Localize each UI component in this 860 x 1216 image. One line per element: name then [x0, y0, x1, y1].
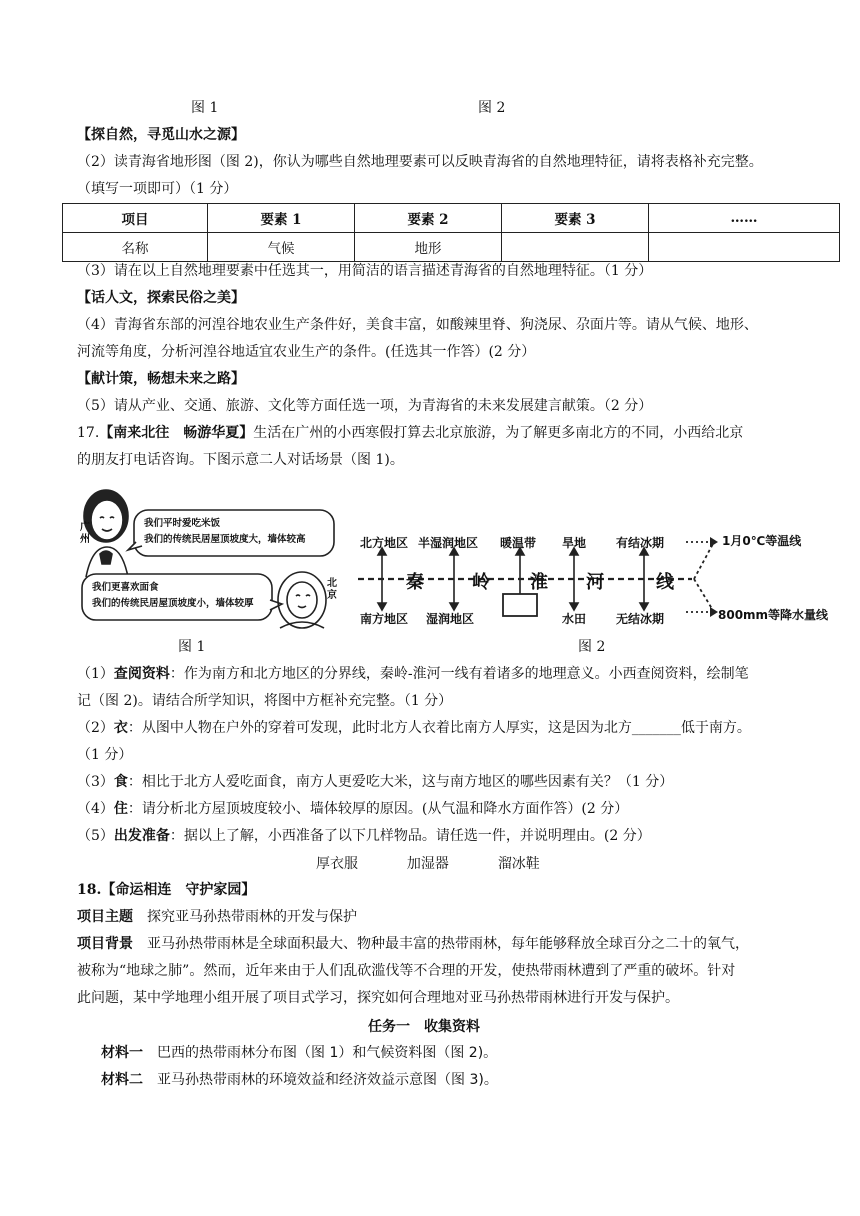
material-label: 材料一 [101, 1045, 143, 1061]
bubble-north-line1: 我们更喜欢面食 [92, 582, 159, 593]
place-label-beijing: 北京 [327, 578, 337, 601]
figure2-caption: 图 2 [578, 639, 606, 655]
line-char: 岭 [472, 572, 490, 593]
background-label: 项目背景 [77, 936, 133, 952]
q17-intro-b: 的朋友打电话咨询。下图示意二人对话场景（图 1)。 [77, 452, 404, 468]
part-label: 住 [113, 801, 128, 817]
label-freezing-period: 有结冰期 [616, 536, 665, 550]
label-no-freezing: 无结冰期 [616, 612, 665, 626]
line-char: 河 [586, 572, 604, 593]
label-humid-region: 湿润地区 [426, 612, 475, 626]
table-cell: 地形 [355, 233, 502, 262]
figure1-caption: 图 1 [178, 639, 206, 655]
part-text: ：相比于北方人爱吃面食，南方人更爱吃大米，这与南方地区的哪些因素有关？（1 分） [127, 774, 674, 790]
bubble-south-line2: 我们的传统民居屋顶坡度大，墙体较高 [144, 534, 306, 545]
part-text: ：作为南方和北方地区的分界线，秦岭-淮河一线有着诸多的地理意义。小西查阅资料，绘制笔 [169, 666, 749, 682]
table-cell-blank[interactable] [649, 233, 840, 262]
q16-part2-note: （填写一项即可）（1 分） [77, 181, 238, 197]
bubble-south-line1: 我们平时爱吃米饭 [144, 518, 221, 529]
answer-box[interactable] [503, 594, 537, 616]
qinling-huaihe-figure [352, 528, 829, 632]
item-skates: 溜冰鞋 [497, 856, 540, 872]
table-header-cell: 要素 3 [502, 204, 649, 233]
material2 [101, 1070, 820, 1090]
table-header-cell: …… [649, 204, 840, 233]
part-text: ：据以上了解，小西准备了以下几样物品。请任选一件，并说明理由。(2 分） [169, 828, 651, 844]
q16-part4-text-a: （4）青海省东部的河湟谷地农业生产条件好，美食丰富，如酸辣里脊、狗浇尿、尕面片等。请从气候、地形、 [77, 317, 758, 333]
q16-part3-text: （3）请在以上自然地理要素中任选其一，用简洁的语言描述青海省的自然地理特征。（1 分） [77, 263, 653, 279]
theme-label: 项目主题 [77, 909, 133, 925]
section-heading-culture: 【话人文，探索民俗之美】 [77, 290, 245, 306]
q17-part2-a [77, 718, 820, 738]
line-char: 淮 [530, 572, 548, 593]
q16-part2-text: （2）读青海省地形图（图 2)，你认为哪些自然地理要素可以反映青海省的自然地理特征，请将表格补充完整。 [77, 154, 763, 170]
q18-theme [77, 907, 820, 927]
table-cell-blank[interactable] [502, 233, 649, 262]
part-label: 查阅资料 [113, 666, 170, 682]
material-label: 材料二 [101, 1072, 143, 1088]
q17-part3 [77, 772, 820, 792]
place-label-guangzhou: 广州 [80, 522, 90, 545]
theme-text: 探究亚马孙热带雨林的开发与保护 [147, 909, 357, 925]
label-isotherm: 1月0℃等温线 [722, 534, 802, 548]
label-south-region: 南方地区 [360, 612, 409, 626]
part-number: （2） [77, 720, 114, 736]
part-number: （4） [77, 801, 114, 817]
part-label: 衣 [113, 720, 128, 736]
q18-background-a [77, 934, 820, 954]
part-number: （3） [77, 774, 114, 790]
label-isohyet: 800mm等降水量线 [718, 608, 829, 622]
q16-part4-text-b: 河流等角度，分析河湟谷地适宜农业生产的条件。(任选其一作答）(2 分） [77, 344, 536, 360]
table-header-cell: 要素 2 [355, 204, 502, 233]
q17-intro-a [77, 423, 820, 443]
q17-part1-b: 记（图 2)。请结合所学知识，将图中方框补充完整。（1 分） [77, 693, 453, 709]
line-char: 秦 [406, 572, 424, 593]
label-dryland: 旱地 [562, 536, 587, 550]
item-humidifier: 加湿器 [406, 856, 449, 872]
task1-heading: 任务一 收集资料 [368, 1019, 480, 1035]
q17-part2-b: （1 分） [77, 747, 133, 763]
material1 [101, 1043, 820, 1063]
material-text: 亚马孙热带雨林的环境效益和经济效益示意图（图 3)。 [157, 1072, 498, 1088]
background-text: 亚马孙热带雨林是全球面积最大、物种最丰富的热带雨林，每年能够释放全球百分之二十的氧气， [147, 936, 749, 952]
q17-part1-a [77, 664, 820, 684]
table-header-cell: 项目 [63, 204, 208, 233]
q16-part5-text: （5）请从产业、交通、旅游、文化等方面任选一项，为青海省的未来发展建言献策。（2 分） [77, 398, 653, 414]
q18-background-c: 此问题，某中学地理小组开展了项目式学习，探究如何合理地对亚马孙热带雨林进行开发与保护。 [77, 990, 679, 1006]
line-char: 线 [656, 572, 674, 593]
table-header-cell: 要素 1 [208, 204, 355, 233]
part-text: ：请分析北方屋顶坡度较小、墙体较厚的原因。(从气温和降水方面作答）(2 分） [127, 801, 629, 817]
part-number: （5） [77, 828, 114, 844]
q18-title: 【命运相连 守护家园】 [101, 882, 256, 898]
figure2-caption-top: 图 2 [478, 100, 506, 116]
label-north-region: 北方地区 [360, 536, 409, 550]
label-warm-temperate: 暖温带 [500, 536, 537, 550]
label-semihumid-region: 半湿润地区 [418, 536, 479, 550]
section-heading-nature: 【探自然，寻觅山水之源】 [77, 127, 245, 143]
part-label: 出发准备 [113, 828, 170, 844]
bubble-north-line2: 我们的传统民居屋顶坡度小，墙体较厚 [92, 598, 254, 609]
dialogue-figure [80, 482, 342, 632]
part-text: ：从图中人物在户外的穿着可发现，此时北方人衣着比南方人厚实，这是因为北方_______低于南方。 [127, 720, 751, 736]
figure1-caption-top: 图 1 [191, 100, 219, 116]
q17-intro-text: 生活在广州的小西寒假打算去北京旅游，为了解更多南北方的不同，小西给北京 [253, 425, 744, 441]
table-header-row [63, 204, 840, 233]
table-cell: 气候 [208, 233, 355, 262]
table-row [63, 233, 840, 262]
q18-background-b: 被称为“地球之肺”。然而，近年来由于人们乱砍滥伐等不合理的开发，使热带雨林遭到了严重的破坏。针对 [77, 963, 736, 979]
hooded-person-icon [278, 572, 326, 628]
label-paddy-field: 水田 [562, 612, 587, 626]
question-number: 17. [77, 425, 100, 441]
item-thick-clothes: 厚衣服 [316, 856, 358, 872]
elements-table [62, 203, 840, 262]
section-heading-future: 【献计策，畅想未来之路】 [77, 371, 245, 387]
q18-heading [77, 880, 820, 900]
question-number: 18. [77, 882, 102, 898]
table-cell: 名称 [63, 233, 208, 262]
q17-part4 [77, 799, 820, 819]
part-label: 食 [113, 774, 128, 790]
items-list [316, 853, 540, 873]
q17-title: 【南来北往 畅游华夏】 [99, 425, 254, 441]
material-text: 巴西的热带雨林分布图（图 1）和气候资料图（图 2)。 [157, 1045, 498, 1061]
part-number: （1） [77, 666, 114, 682]
q17-part5 [77, 826, 820, 846]
